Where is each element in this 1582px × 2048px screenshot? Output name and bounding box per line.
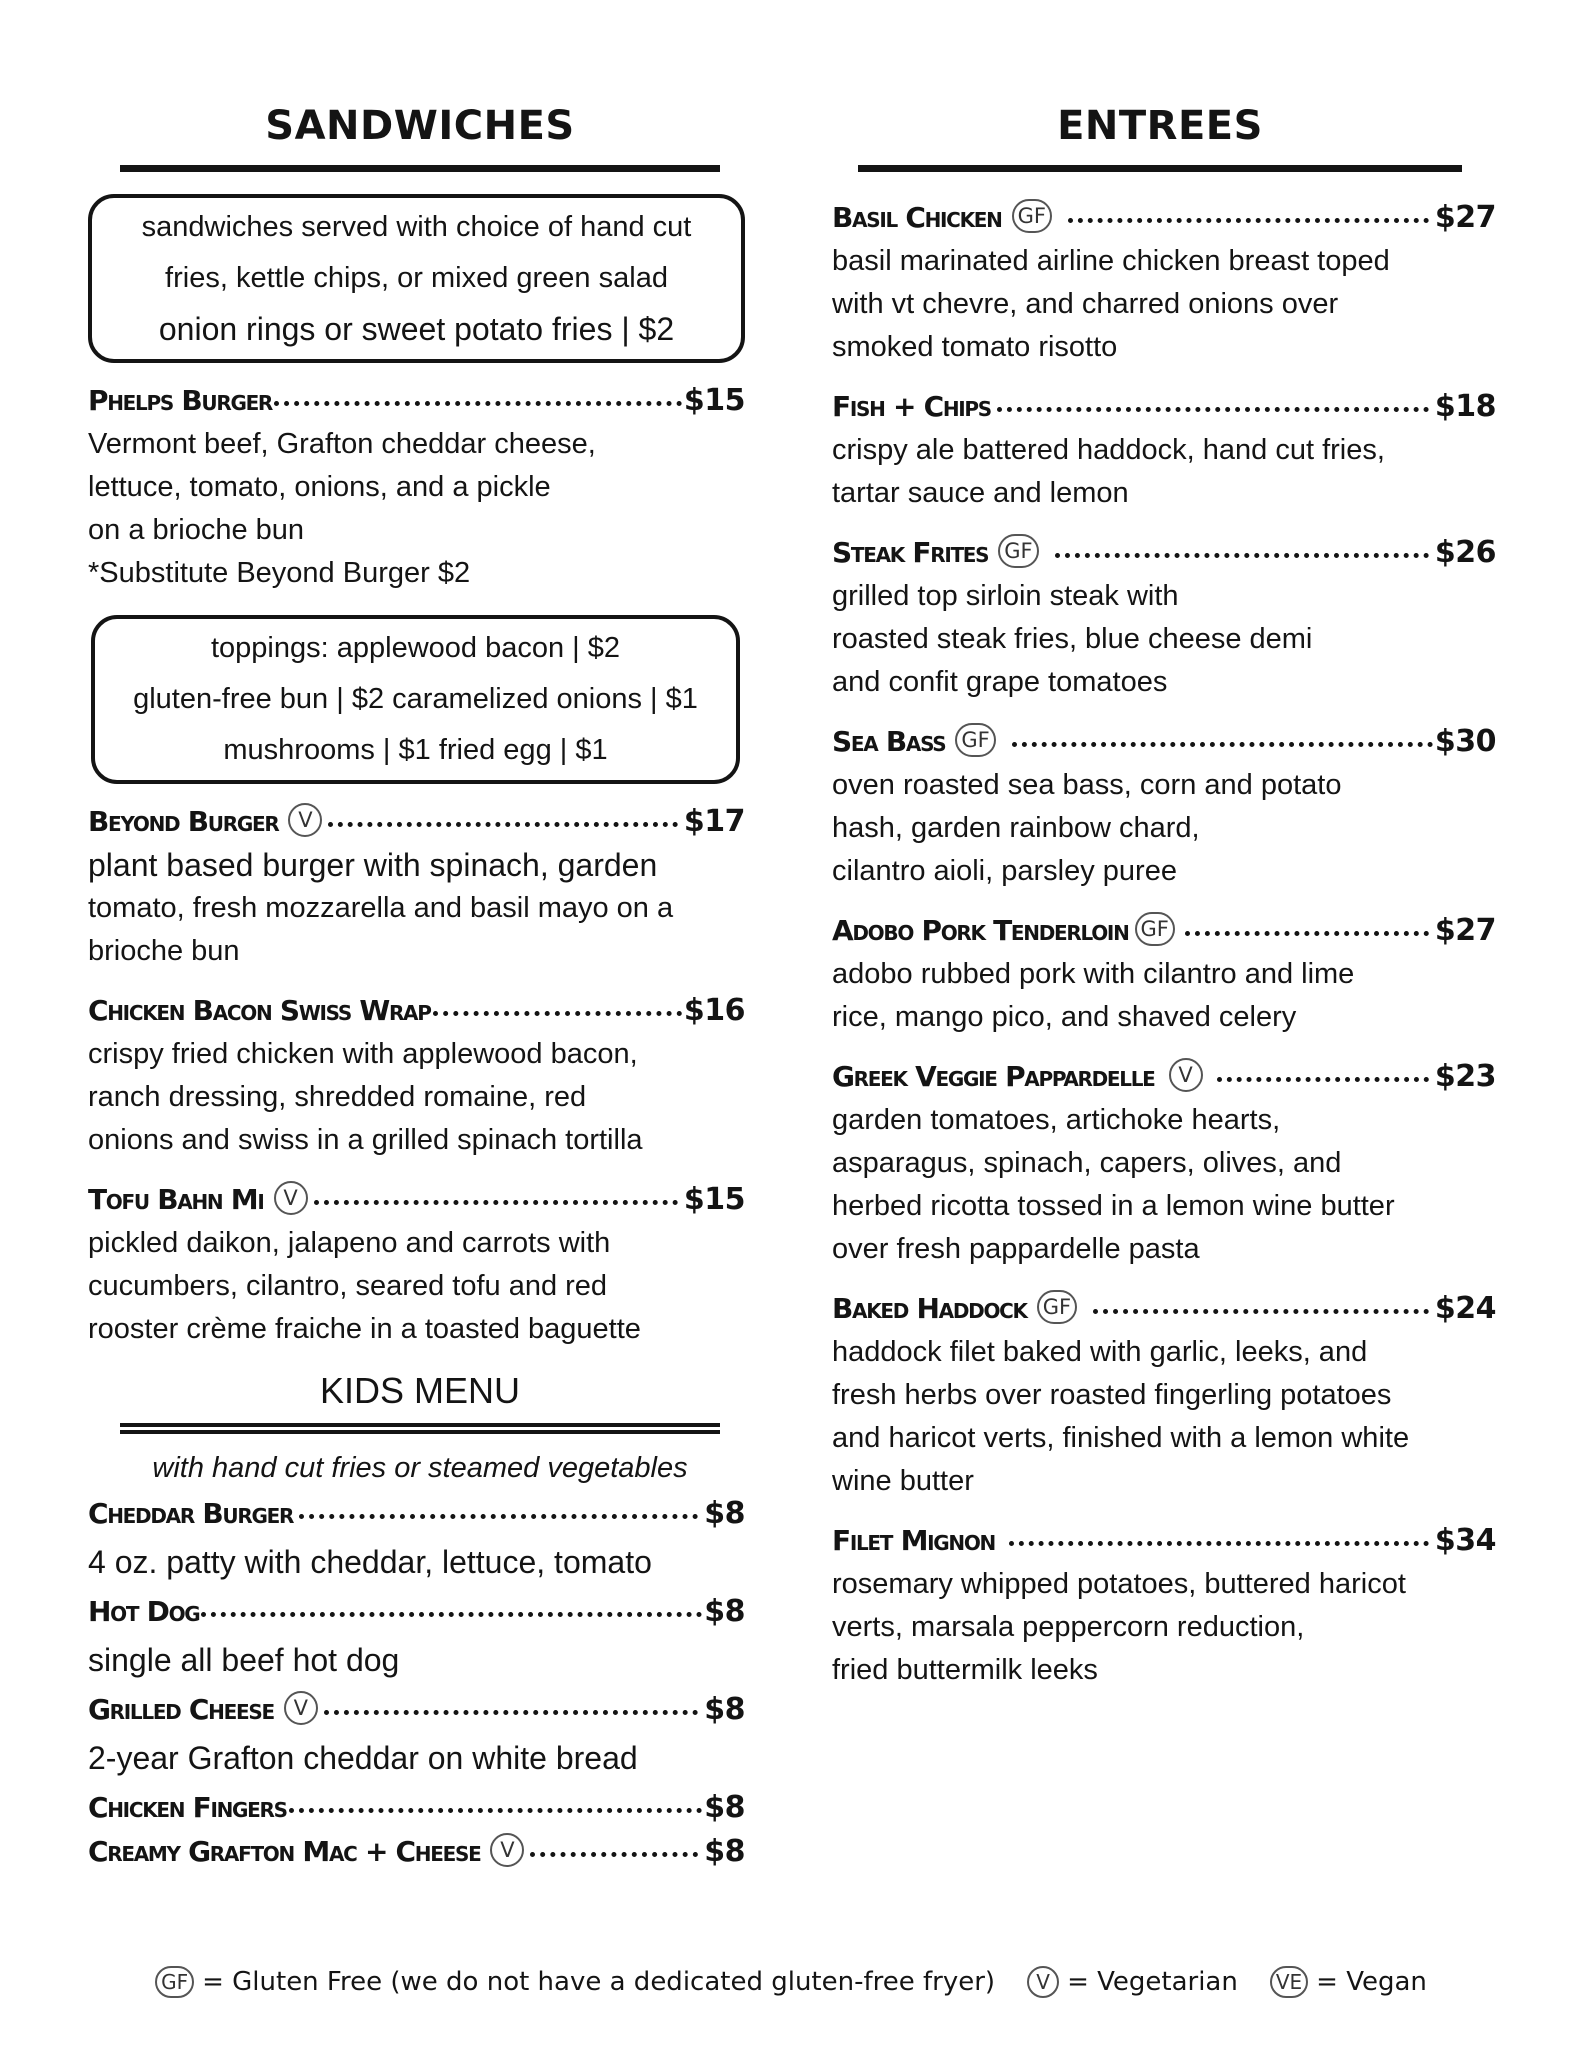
- item-description-line: 4 oz. patty with cheddar, lettuce, tomato: [88, 1544, 652, 1580]
- item-price: $18: [1434, 389, 1496, 424]
- item-price: $26: [1434, 535, 1496, 570]
- item-price: $27: [1434, 913, 1496, 948]
- item-name: Creamy Grafton Mac + Cheese: [88, 1835, 481, 1868]
- legend-text: = Gluten Free (we do not have a dedicated gluten-free fryer): [202, 1967, 996, 1997]
- item-description-line: haddock filet baked with garlic, leeks, and: [832, 1336, 1368, 1368]
- item-description-line: pickled daikon, jalapeno and carrots with: [88, 1227, 611, 1259]
- menu-item-filet-mignon: [832, 1521, 1496, 1692]
- item-price: $8: [704, 1834, 745, 1869]
- item-price: $8: [704, 1496, 745, 1531]
- item-description-line: fried buttermilk leeks: [832, 1654, 1098, 1686]
- legend-vegetarian: [1027, 1962, 1238, 2002]
- item-description-line: cucumbers, cilantro, seared tofu and red: [88, 1270, 608, 1302]
- kids-menu-title: KIDS MENU: [319, 1370, 521, 1411]
- right-column: [832, 95, 1496, 1692]
- item-description-line: wine butter: [832, 1465, 974, 1497]
- item-description-line: cilantro aioli, parsley puree: [832, 855, 1177, 887]
- sides-note-line: onion rings or sweet potato fries | $2: [158, 311, 675, 347]
- item-description-line: oven roasted sea bass, corn and potato: [832, 769, 1342, 801]
- item-description-line: Vermont beef, Grafton cheddar cheese,: [88, 428, 596, 460]
- vegetarian-badge-icon: V: [1027, 1966, 1059, 1998]
- menu-item-adobo-pork-tenderloin: [832, 911, 1496, 1039]
- gluten-free-badge-icon: GF: [1135, 912, 1175, 946]
- kids-menu-subtitle: with hand cut fries or steamed vegetables: [152, 1452, 688, 1484]
- gluten-free-badge-icon: GF: [955, 723, 995, 757]
- menu-item-tofu-bahn-mi: [88, 1180, 745, 1351]
- item-description-line: asparagus, spinach, capers, olives, and: [832, 1147, 1342, 1179]
- item-description-line: single all beef hot dog: [88, 1642, 400, 1678]
- menu-item-basil-chicken: [832, 198, 1496, 369]
- item-price: $27: [1434, 200, 1496, 235]
- menu-item-baked-haddock: [832, 1289, 1496, 1503]
- dot-leader: [1217, 1077, 1429, 1082]
- item-name: Filet Mignon: [832, 1524, 995, 1557]
- item-description-line: lettuce, tomato, onions, and a pickle: [88, 471, 551, 503]
- legend-text: = Vegan: [1316, 1967, 1427, 1997]
- item-description-line: crispy fried chicken with applewood bacon,: [88, 1038, 638, 1070]
- item-name: Steak Frites: [832, 536, 989, 569]
- dot-leader: [314, 1200, 678, 1205]
- menu-item-greek-veggie-pappardelle: [832, 1057, 1496, 1271]
- vegetarian-badge-icon: V: [284, 1691, 318, 1725]
- item-name: Chicken Bacon Swiss Wrap: [88, 994, 431, 1027]
- item-description-line: onions and swiss in a grilled spinach tortilla: [88, 1124, 643, 1156]
- item-description-line: grilled top sirloin steak with: [832, 580, 1179, 612]
- kids-item-cheddar-burger: [88, 1494, 745, 1586]
- dot-leader: [1093, 1309, 1429, 1314]
- item-description-line: roasted steak fries, blue cheese demi: [832, 623, 1313, 655]
- item-price: $8: [704, 1594, 745, 1629]
- sides-note-box: [88, 194, 745, 363]
- item-description-line: garden tomatoes, artichoke hearts,: [832, 1104, 1281, 1136]
- gluten-free-badge-icon: GF: [998, 534, 1038, 568]
- item-price: $15: [683, 383, 745, 418]
- vegan-badge-icon: VE: [1270, 1966, 1308, 1998]
- gluten-free-badge-icon: GF: [1012, 199, 1052, 233]
- dot-leader: [1068, 218, 1429, 223]
- sandwiches-title: SANDWICHES: [265, 103, 575, 149]
- menu-item-phelps-burger: [88, 381, 745, 595]
- item-description-line: smoked tomato risotto: [832, 331, 1118, 363]
- item-description-line: crispy ale battered haddock, hand cut fries,: [832, 434, 1385, 466]
- dot-leader: [328, 822, 677, 827]
- item-description-line: on a brioche bun: [88, 514, 305, 546]
- item-price: $30: [1434, 724, 1496, 759]
- item-price: $24: [1434, 1291, 1496, 1326]
- dot-leader: [997, 407, 1429, 412]
- item-name: Grilled Cheese: [88, 1693, 274, 1726]
- item-name: Basil Chicken: [832, 201, 1002, 234]
- item-description-line: fresh herbs over roasted fingerling potatoes: [832, 1379, 1392, 1411]
- sandwiches-rule: [120, 165, 720, 172]
- item-description-line: plant based burger with spinach, garden: [88, 847, 658, 883]
- dot-leader: [274, 401, 682, 406]
- item-description-line: 2-year Grafton cheddar on white bread: [88, 1740, 638, 1776]
- item-name: Hot Dog: [88, 1595, 200, 1628]
- legend-text: = Vegetarian: [1067, 1967, 1238, 1997]
- item-description-line: *Substitute Beyond Burger $2: [88, 557, 471, 589]
- sides-note-line: sandwiches served with choice of hand cut: [141, 211, 692, 243]
- item-name: Chicken Fingers: [88, 1791, 287, 1824]
- item-description-line: herbed ricotta tossed in a lemon wine butter: [832, 1190, 1395, 1222]
- item-description-line: basil marinated airline chicken breast toped: [832, 245, 1390, 277]
- item-description-line: rice, mango pico, and shaved celery: [832, 1001, 1297, 1033]
- item-price: $17: [683, 804, 745, 839]
- item-name: Fish + Chips: [832, 390, 991, 423]
- item-description-line: verts, marsala peppercorn reduction,: [832, 1611, 1305, 1643]
- item-description-line: and haricot verts, finished with a lemon white: [832, 1422, 1410, 1454]
- item-name: Tofu Bahn Mi: [88, 1183, 264, 1216]
- toppings-line: gluten-free bun | $2 caramelized onions | $1: [133, 683, 698, 715]
- item-price: $8: [704, 1790, 745, 1825]
- dot-leader: [1009, 1541, 1429, 1546]
- dot-leader: [530, 1852, 698, 1857]
- item-name: Sea Bass: [832, 725, 946, 758]
- dot-leader: [1012, 742, 1433, 747]
- vegetarian-badge-icon: V: [288, 803, 322, 837]
- kids-item-mac-and-cheese: [88, 1832, 745, 1872]
- dot-leader: [299, 1514, 698, 1519]
- item-description-line: tomato, fresh mozzarella and basil mayo on a: [88, 892, 674, 924]
- menu-item-chicken-bacon-swiss-wrap: [88, 991, 745, 1162]
- dot-leader: [289, 1808, 703, 1813]
- toppings-box: [91, 615, 740, 784]
- item-price: $16: [683, 993, 745, 1028]
- item-description-line: adobo rubbed pork with cilantro and lime: [832, 958, 1355, 990]
- item-name: Baked Haddock: [832, 1292, 1027, 1325]
- menu-item-sea-bass: [832, 722, 1496, 893]
- item-description-line: hash, garden rainbow chard,: [832, 812, 1200, 844]
- item-name: Greek Veggie Pappardelle: [832, 1060, 1155, 1093]
- gluten-free-badge-icon: GF: [1037, 1290, 1077, 1324]
- dot-leader: [324, 1710, 698, 1715]
- item-description-line: with vt chevre, and charred onions over: [832, 288, 1339, 320]
- menu-item-fish-and-chips: [832, 387, 1496, 515]
- toppings-line: toppings: applewood bacon | $2: [210, 632, 621, 664]
- kids-item-hot-dog: [88, 1592, 745, 1684]
- gluten-free-badge-icon: GF: [155, 1966, 194, 1998]
- item-description-line: and confit grape tomatoes: [832, 666, 1168, 698]
- kids-item-chicken-fingers: [88, 1788, 745, 1828]
- dietary-legend: [0, 1962, 1582, 2002]
- left-column: [88, 95, 750, 1872]
- vegetarian-badge-icon: V: [490, 1833, 524, 1867]
- item-description-line: rooster crème fraiche in a toasted baguette: [88, 1313, 641, 1345]
- item-name: Beyond Burger: [88, 805, 279, 838]
- item-name: Phelps Burger: [88, 384, 273, 417]
- dot-leader: [433, 1011, 682, 1016]
- item-name: Cheddar Burger: [88, 1497, 294, 1530]
- item-description-line: rosemary whipped potatoes, buttered haricot: [832, 1568, 1406, 1600]
- item-description-line: tartar sauce and lemon: [832, 477, 1129, 509]
- dot-leader: [201, 1612, 702, 1617]
- item-description-line: ranch dressing, shredded romaine, red: [88, 1081, 587, 1113]
- item-price: $15: [683, 1182, 745, 1217]
- legend-gluten-free: [155, 1962, 995, 2002]
- legend-vegan: [1270, 1962, 1427, 2002]
- item-price: $8: [704, 1692, 745, 1727]
- toppings-line: mushrooms | $1 fried egg | $1: [223, 734, 608, 766]
- entrees-title: ENTREES: [1057, 103, 1263, 149]
- item-price: $23: [1434, 1059, 1496, 1094]
- item-description-line: over fresh pappardelle pasta: [832, 1233, 1200, 1265]
- vegetarian-badge-icon: V: [1169, 1058, 1203, 1092]
- entrees-rule: [858, 165, 1462, 172]
- item-name: Adobo Pork Tenderloin: [832, 914, 1129, 947]
- dot-leader: [1055, 553, 1429, 558]
- menu-item-steak-frites: [832, 533, 1496, 704]
- kids-item-grilled-cheese: [88, 1690, 745, 1782]
- menu-item-beyond-burger: [88, 802, 745, 973]
- sides-note-line: fries, kettle chips, or mixed green salad: [165, 262, 668, 294]
- dot-leader: [1185, 931, 1429, 936]
- item-price: $34: [1434, 1523, 1496, 1558]
- kids-menu-rule: [120, 1423, 720, 1434]
- vegetarian-badge-icon: V: [274, 1181, 308, 1215]
- item-description-line: brioche bun: [88, 935, 240, 967]
